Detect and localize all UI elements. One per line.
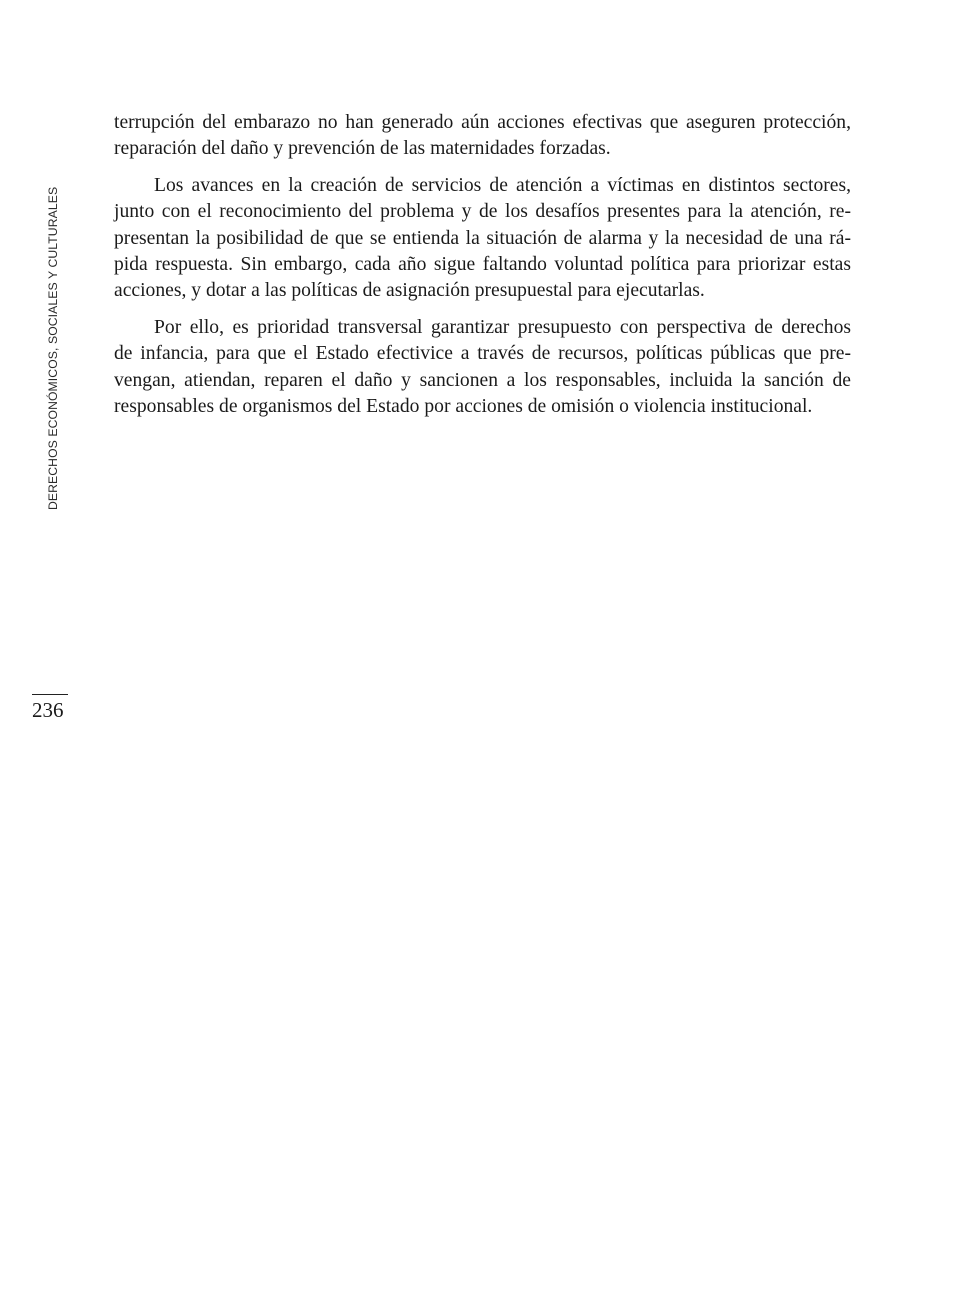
page-number: 236 xyxy=(32,698,64,722)
text-line: de infancia, para que el Estado efectivice a través de recursos, políticas públicas que pre- xyxy=(114,343,851,365)
text-line: terrupción del embarazo no han generado aún acciones efectivas que aseguren protección, xyxy=(114,112,851,133)
text-line: pida respuesta. Sin embargo, cada año sigue faltando voluntad política para priorizar estas xyxy=(114,254,851,276)
paragraph-2 xyxy=(114,173,851,305)
body-text xyxy=(114,110,851,420)
text-line: Por ello, es prioridad transversal garantizar presupuesto con perspectiva de derechos xyxy=(154,316,851,338)
text-line: Los avances en la creación de servicios de atención a víctimas en distintos sectores, xyxy=(154,174,851,196)
text-line: reparación del daño y prevención de las maternidades forzadas. xyxy=(114,138,611,160)
paragraph-1 xyxy=(114,110,851,163)
text-line: vengan, atiendan, reparen el daño y sancionen a los responsables, incluida la sanción de xyxy=(114,369,851,391)
text-line: acciones, y dotar a las políticas de asignación presupuestal para ejecutarlas. xyxy=(114,280,705,302)
text-line: presentan la posibilidad de que se entienda la situación de alarma y la necesidad de una rá- xyxy=(114,227,851,249)
text-line: responsables de organismos del Estado por acciones de omisión o violencia institucional. xyxy=(114,396,813,418)
running-head: DERECHOS ECONÓMICOS, SOCIALES Y CULTURALES xyxy=(46,186,60,510)
text-line: junto con el reconocimiento del problema y de los desafíos presentes para la atención, re- xyxy=(114,201,851,223)
paragraph-3 xyxy=(114,315,851,421)
page-number-rule xyxy=(32,694,68,695)
